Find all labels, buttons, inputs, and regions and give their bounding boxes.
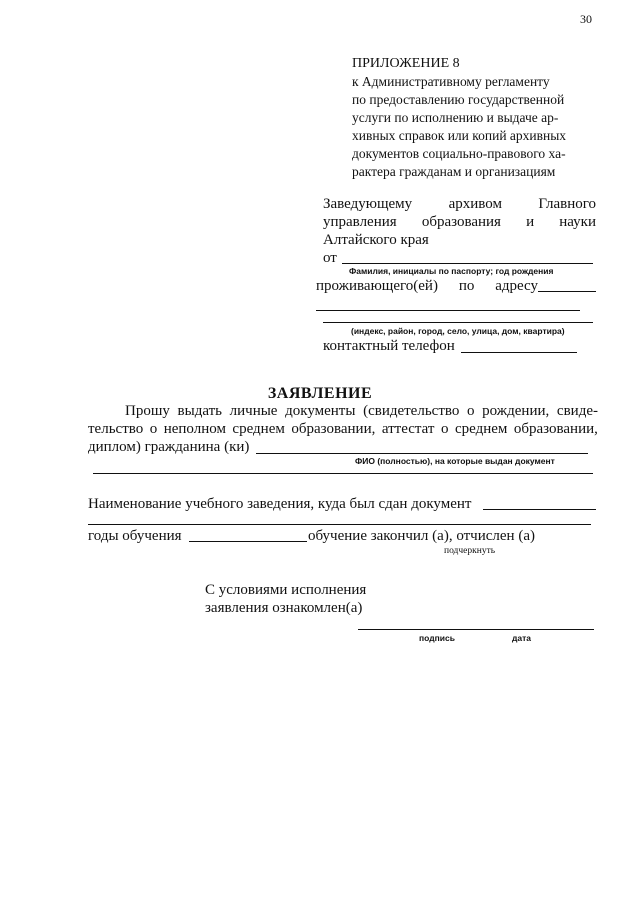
word: проживающего(ей): [316, 278, 438, 294]
citizen-name-field-line[interactable]: [256, 453, 588, 454]
address-field-line-3[interactable]: [323, 322, 593, 323]
address-field-line-1[interactable]: [538, 291, 596, 292]
word: по: [458, 278, 475, 294]
word: образовании,: [513, 421, 598, 437]
word: образовании,: [291, 421, 376, 437]
appendix-line: по предоставлению государственной: [352, 92, 565, 107]
word: свиде-: [556, 403, 598, 419]
date-caption: дата: [512, 633, 532, 643]
signature-date-line[interactable]: [358, 629, 594, 630]
word: документы: [285, 403, 356, 419]
appendix-line: хивных справок или копий архивных: [352, 128, 567, 143]
institution-field-line-2[interactable]: [88, 524, 591, 525]
addressee-line-2: [323, 214, 596, 231]
underline-caption: подчеркнуть: [444, 546, 496, 556]
study-outcome-text: обучение закончил (а), отчислен (а): [308, 528, 535, 544]
word: среднем: [454, 421, 508, 437]
word: Заведующему: [323, 196, 413, 212]
word: управления: [323, 214, 397, 230]
word: Прошу: [125, 403, 170, 419]
address-caption: (индекс, район, город, село, улица, дом, квартира): [351, 326, 565, 336]
appendix-title: ПРИЛОЖЕНИЕ 8: [352, 56, 460, 71]
years-label: годы обучения: [88, 528, 182, 544]
citizen-name-field-line-2[interactable]: [93, 473, 593, 474]
appendix-line: услуги по исполнению и выдаче ар-: [352, 110, 559, 125]
appendix-block: [352, 55, 566, 181]
from-label: от: [323, 250, 337, 266]
from-caption: Фамилия, инициалы по паспорту; год рождения: [349, 266, 554, 276]
word: выдать: [177, 403, 222, 419]
from-field-line[interactable]: [342, 263, 593, 264]
word: образования: [421, 214, 501, 230]
statement-title: ЗАЯВЛЕНИЕ: [267, 385, 373, 402]
word: науки: [559, 214, 596, 230]
word: рождении,: [482, 403, 550, 419]
word: тельство: [88, 421, 144, 437]
addressee-line-3: Алтайского края: [323, 232, 429, 248]
phone-field-line[interactable]: [461, 352, 577, 353]
word: о: [440, 421, 449, 437]
word: архивом: [448, 196, 502, 212]
institution-field-line[interactable]: [483, 509, 596, 510]
word: и: [526, 214, 535, 230]
word: о: [467, 403, 475, 419]
years-field-line[interactable]: [189, 541, 307, 542]
statement-para-line-3: диплом) гражданина (ки): [88, 439, 250, 455]
phone-label: контактный телефон: [323, 338, 455, 354]
addressee-line-1: [323, 196, 596, 213]
institution-label: Наименование учебного заведения, куда был сдан документ: [88, 496, 472, 512]
conditions-line-1: С условиями исполнения: [205, 582, 367, 598]
word: неполном: [163, 421, 226, 437]
statement-para-line-1: [125, 403, 598, 420]
appendix-line: к Административному регламенту: [352, 74, 550, 89]
word: аттестат: [381, 421, 435, 437]
signature-caption: подпись: [419, 633, 455, 643]
word: личные: [229, 403, 278, 419]
page-number: 30: [580, 12, 592, 26]
word: среднем: [232, 421, 285, 437]
conditions-line-2: заявления ознакомлен(а): [205, 600, 363, 616]
word: (свидетельство: [363, 403, 460, 419]
appendix-line: рактера гражданам и организациям: [352, 164, 556, 179]
fio-caption: ФИО (полностью), на которые выдан документ: [355, 456, 555, 466]
statement-para-line-2: [88, 421, 598, 438]
word: Главного: [538, 196, 596, 212]
word: адресу: [495, 278, 538, 294]
residing-line: [316, 278, 538, 295]
word: о: [149, 421, 158, 437]
address-field-line-2[interactable]: [316, 310, 580, 311]
appendix-line: документов социально-правового ха-: [352, 146, 566, 161]
